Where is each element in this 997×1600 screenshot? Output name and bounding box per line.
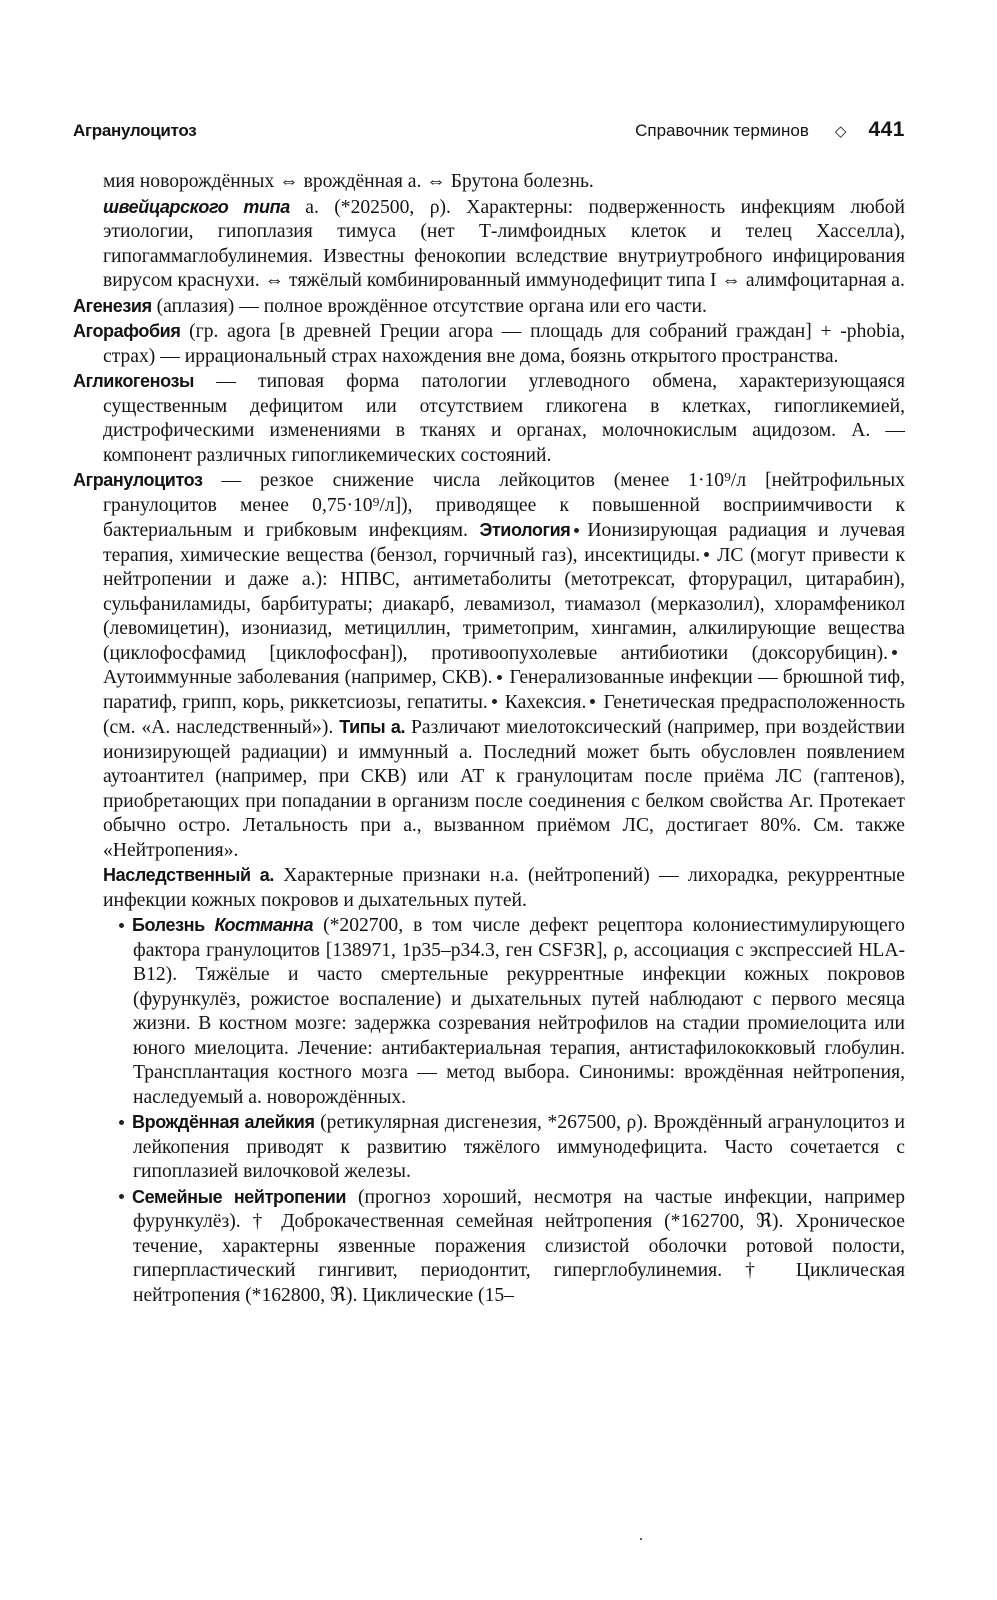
entry-term: Семейные нейтропении (132, 1186, 347, 1207)
bullet-icon (492, 699, 497, 704)
etiology-item: ЛС (могут привести к нейтропении и даже а.): НПВС, антиметаболиты (метотрексат, фторурацил, цитарабин), сульфаниламиды, барбитураты; диакарб, левамизол, тиамазол (мерказолил), хлорамфеникол (левомицетин), изониазид, метициллин, триметоприм, хингамин, алкилирующие вещества (циклофосфамид [циклофосфан]), противоопухолевые антибиотики (доксорубицин). (103, 544, 905, 664)
entry-term: Агранулоцитоз (73, 470, 203, 490)
entry-agenesia (73, 294, 905, 320)
bullet-icon (497, 675, 502, 680)
entry-term: Агенезия (73, 295, 152, 316)
entry-text: Характерные признаки н.а. (нейтропений) — лихорадка, рекуррентные инфекции кожных покровов и дыхательных путей. (103, 865, 905, 911)
entry-term: Агликогенозы (73, 371, 194, 391)
entry-term: Агорафобия (73, 321, 181, 341)
entry-text: (ретикулярная дисгенезия, *267500, ρ). Врождённый агранулоцитоз и лейкопения приводят к развитию тяжёлого иммунодефицита. Часто сочетается с гипоплазией вилочковой железы. (133, 1112, 906, 1182)
header-section-title: Агранулоцитоз (73, 121, 197, 140)
entry-term: Врождённая алейкия (132, 1112, 315, 1132)
bullet-icon (574, 528, 579, 533)
entry-text: (прогноз хороший, несмотря на частые инфекции, например фурункулёз). † Доброкачественная семейная нейтропения (*162700, ℜ). Хроническое течение, характерны язвенные поражения слизистой оболочки ротовой полости, гиперпластический гингивит, периодонтит, гиперглобулинемия. † Циклическая нейтропения (*162800, ℜ). Циклические (15– (133, 1186, 905, 1306)
page-number: 441 (868, 118, 905, 141)
bullet-icon (119, 923, 124, 928)
diamond-icon: ◇ (834, 123, 847, 140)
subentry-aleukia (73, 1110, 905, 1185)
subentry-familial-neutropenia (73, 1185, 905, 1309)
header-book-title: Справочник терминов (635, 121, 809, 140)
entry-term-name: Костманна (214, 915, 314, 935)
bullet-icon (892, 650, 897, 655)
etiology-item: Генетическая предрасположенность (см. «А. наследственный»). (103, 691, 906, 738)
entry-swiss-type (73, 195, 905, 294)
entry-aglycogenoses (73, 369, 905, 468)
bullet-icon (119, 1120, 124, 1125)
subentry-hereditary (73, 863, 905, 913)
etiology-item: Ионизирующая радиация и лучевая терапия, химические вещества (бензол, горчичный газ), инсектициды. (103, 520, 905, 566)
subheading-types: Типы а. (339, 717, 406, 737)
entry-text: (гр. agora [в древней Греции агора — площадь для собраний граждан] + -phobia, страх) — иррациональный страх нахождения вне дома, боязнь открытого пространства. (103, 321, 905, 367)
bullet-icon (704, 552, 709, 557)
body-text (73, 170, 905, 1308)
bullet-icon (590, 699, 595, 704)
entry-text: — резкое снижение числа лейкоцитов (менее 1·10⁹/л [нейтрофильных гранулоцитов менее 0,75·10⁹/л]), приводящее к повышенной восприимчивости к бактериальным и грибковым инфекциям. (103, 470, 905, 541)
entry-text: (аплазия) — полное врождённое отсутствие органа или его части. (151, 295, 707, 317)
running-header (73, 118, 905, 148)
subentry-kostmann (73, 913, 905, 1110)
scan-speck (640, 1538, 642, 1540)
entry-term: Болезнь (132, 915, 215, 935)
entry-agoraphobia (73, 319, 905, 369)
etiology-item: Аутоиммунные заболевания (например, СКВ). (103, 667, 493, 688)
subheading-etiology: Этиология (479, 520, 571, 540)
entry-term: Наследственный а. (103, 865, 274, 885)
header-right (635, 118, 905, 142)
entry-text: Различают миелотоксический (например, при воздействии ионизирующей радиации) и иммунный а. Последний может быть обусловлен появлением аутоантител (например, при СКВ) или АТ к гранулоцитам после приёма ЛС (гаптенов), приобретающих при попадании в организм после соединения с белком свойства Аг. Протекает обычно остро. Летальность при а., вызванном приёмом ЛС, достигает 80%. См. также «Нейтропения». (103, 717, 905, 861)
bullet-icon (119, 1194, 124, 1199)
entry-term: швейцарского типа (103, 196, 290, 217)
entry-text: — типовая форма патологии углеводного обмена, характеризующаяся существенным дефицитом или отсутствием гликогена в клетках, гипогликемией, дистрофическими изменениями в тканях и органах, молочнокислым ацидозом. А. — компонент различных гипогликемических состояний. (103, 371, 905, 466)
etiology-item: Кахексия. (504, 691, 587, 713)
continued-paragraph: мия новорождённых ⇔ врождённая а. ⇔ Брутона болезнь. (103, 171, 594, 192)
etiology-item: Генерализованные инфекции — брюшной тиф, паратиф, грипп, корь, риккетсиозы, гепатиты. (103, 667, 905, 713)
entry-text: (*202700, в том числе дефект рецептора колониестимулирующего фактора гранулоцитов [138971, 1p35–p34.3, ген CSF3R], ρ, ассоциация с экспрессией HLA-B12). Тяжёлые и часто смертельные рекуррентные инфекции кожных покровов (фурункулёз, рожистое воспаление) и дыхательных путей наблюдают с первого месяца жизни. В костном мозге: задержка созревания нейтрофилов на стадии промиелоцита или юного миелоцита. Лечение: антибактериальная терапия, антистафилококковый глобулин. Трансплантация костного мозга — метод выбора. Синонимы: врождённая нейтропения, наследуемый а. новорождённых. (133, 915, 905, 1108)
entry-agranulocytosis (73, 468, 905, 863)
entry-text: а. (*202500, ρ). Характерны: подверженность инфекциям любой этиологии, гипоплазия тимуса (нет Т-лимфоидных клеток и телец Хасселла), гипогаммаглобулинемия. Известны фенокопии вследствие внутриутробного инфицирования вирусом краснухи. ⇔ тяжёлый комбинированный иммунодефицит типа I ⇔ алимфоцитарная а. (103, 196, 905, 291)
